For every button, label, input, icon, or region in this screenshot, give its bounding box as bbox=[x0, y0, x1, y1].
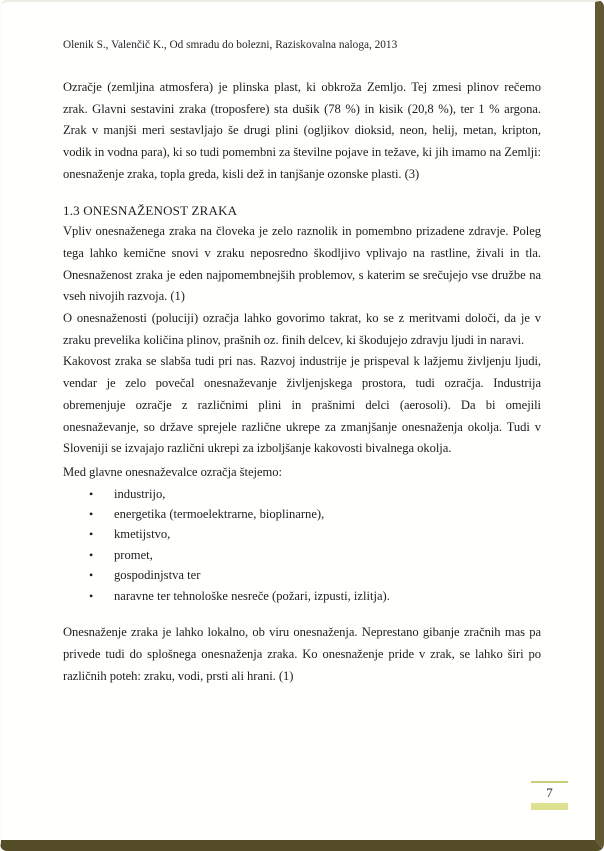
list-item bbox=[63, 565, 541, 585]
bullet-icon: • bbox=[89, 588, 94, 603]
bullet-icon: • bbox=[89, 527, 94, 542]
list-intro: Med glavne onesnaževalce ozračja štejemo: bbox=[63, 464, 282, 479]
list-item bbox=[63, 545, 541, 565]
page-content bbox=[63, 38, 541, 687]
list-item-label: energetika (termoelektrarne, bioplinarne), bbox=[114, 507, 325, 522]
list-item bbox=[63, 524, 541, 544]
paragraph-ozracje: Ozračje (zemljina atmosfera) je plinska plast, ki obkroža Zemljo. Tej zmesi plinov rečemo zrak. Glavni sestavini zraka (troposfere) sta dušik (78 %) in kisik (20,8 %), ter 1 % argona. Zrak v manjši meri sestavljajo še drugi plini (ogljikov dioksid, neon, helij, metan, kripton, vodik in vodna para), ki so tudi pomembni za številne pojave in težave, ki jih imamo na Zemlji: onesnaženje zraka, topla greda, kisli dež in tanjšanje ozonske plasti. (3) bbox=[63, 80, 541, 181]
bullet-icon: • bbox=[89, 568, 94, 583]
pollution-sources-list bbox=[63, 484, 541, 606]
bullet-icon: • bbox=[89, 547, 94, 562]
list-item-label: promet, bbox=[114, 547, 153, 562]
page-number: 7 bbox=[546, 785, 553, 800]
bullet-icon: • bbox=[89, 507, 94, 522]
paragraph-lokalno: Onesnaženje zraka je lahko lokalno, ob viru onesnaženja. Neprestano gibanje zračnih mas pa privede tudi do splošnega onesnaženja zraka. Ko onesnaženje pride v zrak, se lahko širi po različnih poteh: zraku, vodi, prsti ali hrani. (1) bbox=[63, 625, 541, 683]
list-item-label: kmetijstvo, bbox=[114, 527, 171, 542]
paragraph-polucija: O onesnaženosti (poluciji) ozračja lahko govorimo takrat, ko se z meritvami določi, da je v zraku prevelika količina plinov, prašnih oz. finih delcev, ki škodujejo zdravju ljudi in naravi. bbox=[63, 311, 541, 347]
running-header: Olenik S., Valenčič K., Od smradu do bolezni, Raziskovalna naloga, 2013 bbox=[63, 39, 398, 51]
bullet-icon: • bbox=[89, 486, 94, 501]
list-item-label: industrijo, bbox=[114, 486, 166, 501]
list-item bbox=[63, 586, 541, 606]
paragraph-vpliv: Vpliv onesnaženega zraka na človeka je zelo raznolik in pomembno prizadene zdravje. Poleg tega lahko kemične snovi v zraku neposredno škodljivo vplivajo na rastline, živali in tla. Onesnaženost zraka je eden najpomembnejših problemov, s katerim se srečujejo vse družbe na vseh nivojih razvoja. (1) bbox=[63, 224, 541, 304]
footer-highlight-bar bbox=[531, 803, 568, 810]
section-heading-onesnazenost-zraka: 1.3 ONESNAŽENOST ZRAKA bbox=[63, 202, 238, 218]
page-footer bbox=[531, 781, 568, 810]
list-item bbox=[63, 504, 541, 524]
paragraph-kakovost: Kakovost zraka se slabša tudi pri nas. Razvoj industrije je prispeval k lažjemu življenju ljudi, vendar je zelo povečal onesnaževanje življenjskega prostora, tudi ozračja. Industrija obremenjuje ozračje z različnimi plini in prašnimi delci (aerosoli). Da bi omejili onesnaževanje, so države sprejele različne ukrepe za zmanjšanje onesnaženja okolja. Tudi v Sloveniji se izvajajo različni ukrepi za izboljšanje kakovosti bivalnega okolja. bbox=[63, 354, 541, 456]
list-item-label: gospodinjstva ter bbox=[114, 568, 201, 583]
list-item-label: naravne ter tehnološke nesreče (požari, izpusti, izlitja). bbox=[114, 588, 390, 603]
list-item bbox=[63, 484, 541, 504]
